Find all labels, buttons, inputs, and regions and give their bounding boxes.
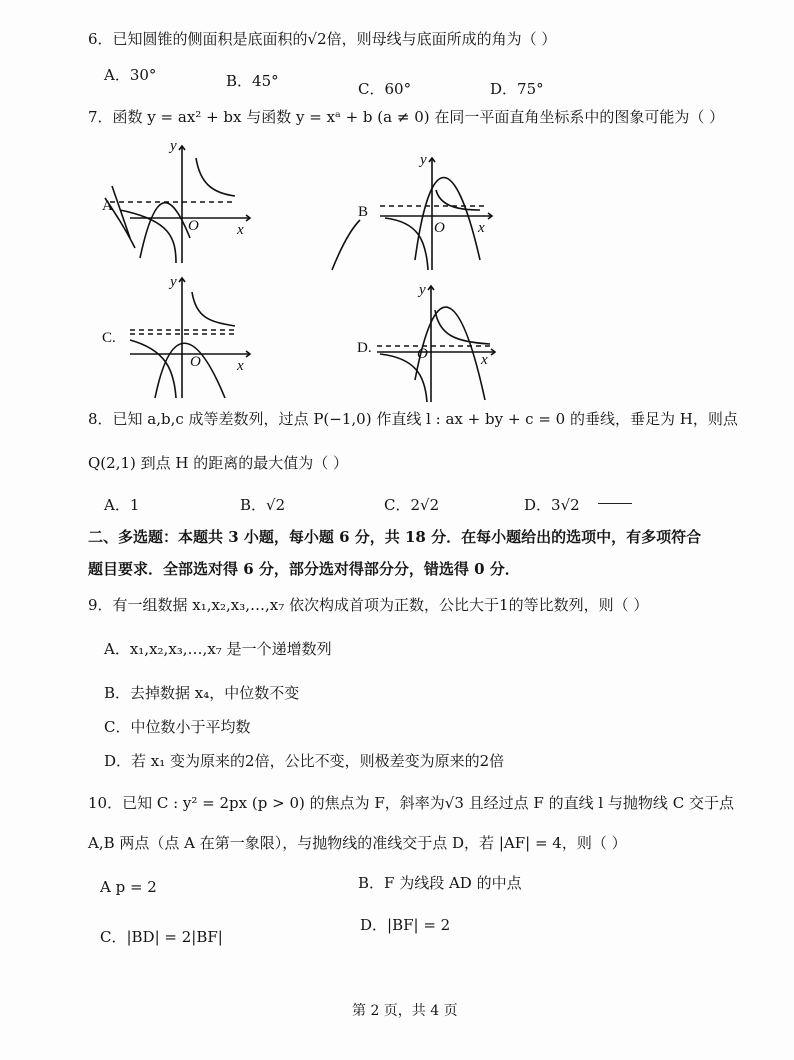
- q7-graph-d-x: x: [481, 352, 488, 368]
- q7-graph-d-o: O: [417, 346, 428, 362]
- q6-option-a: A．30°: [104, 66, 157, 84]
- q9-option-a: A．x₁,x₂,x₃,…,x₇ 是一个递增数列: [104, 640, 332, 658]
- q7-graph-c-o: O: [190, 354, 201, 370]
- q10-stem-line1: 10．已知 C : y² = 2px (p > 0) 的焦点为 F，斜率为√3 且经过点 F 的直线 l 与抛物线 C 交于点: [88, 794, 734, 812]
- q10-option-a: A p = 2: [100, 878, 157, 896]
- q8-option-c: C．2√2: [384, 496, 440, 514]
- q8-stem-line2: Q(2,1) 到点 H 的距离的最大值为（ ）: [88, 454, 349, 472]
- q7-graph-b-o: O: [434, 220, 445, 236]
- q7-graph-a-o: O: [188, 218, 199, 234]
- q10-option-d: D．|BF| = 2: [360, 916, 451, 934]
- q7-graph-b-label: B: [358, 204, 369, 220]
- q7-graph-c-label: C.: [102, 330, 116, 346]
- q6-stem: 6．已知圆锥的侧面积是底面积的√2倍，则母线与底面所成的角为（ ）: [88, 30, 557, 48]
- q8-option-d: D．3√2: [524, 496, 580, 514]
- q9-option-d: D．若 x₁ 变为原来的2倍，公比不变，则极差变为原来的2倍: [104, 752, 505, 770]
- q10-option-c: C．|BD| = 2|BF|: [100, 928, 223, 946]
- q6-option-d: D．75°: [490, 80, 544, 98]
- q8-stem-line1: 8．已知 a,b,c 成等差数列，过点 P(−1,0) 作直线 l : ax + by + c = 0 的垂线，垂足为 H，则点: [88, 410, 738, 428]
- q7-graph-c-y: y: [170, 274, 177, 290]
- q7-graph-b-x: x: [478, 220, 485, 236]
- q7-graph-b-y: y: [420, 152, 427, 168]
- q8-option-a: A．1: [104, 496, 140, 514]
- page-footer: 第 2 页，共 4 页: [352, 1003, 458, 1019]
- q7-graph-b: [330, 150, 500, 275]
- q7-graph-a-label: A: [102, 198, 113, 214]
- section2-line2: 题目要求．全部选对得 6 分，部分选对得部分分，错选得 0 分．: [88, 560, 520, 578]
- q7-graph-d: [355, 280, 505, 405]
- q7-graph-a: [100, 138, 260, 268]
- q9-stem: 9．有一组数据 x₁,x₂,x₃,…,x₇ 依次构成首项为正数，公比大于1的等比数列，则（ ）: [88, 596, 649, 614]
- q9-option-b: B．去掉数据 x₄，中位数不变: [104, 684, 300, 702]
- q7-graph-d-label: D.: [357, 340, 372, 356]
- q7-graph-c-x: x: [237, 358, 244, 374]
- q7-stem: 7．函数 y = ax² + bx 与函数 y = xᵃ + b (a ≠ 0) 在同一平面直角坐标系中的图象可能为（ ）: [88, 108, 725, 126]
- q10-stem-line2: A,B 两点（点 A 在第一象限），与抛物线的准线交于点 D，若 |AF| = 4，则（ ）: [88, 834, 627, 852]
- q6-option-b: B．45°: [226, 72, 279, 90]
- q7-graph-a-x: x: [237, 222, 244, 238]
- q6-option-c: C．60°: [358, 80, 412, 98]
- q7-graph-c: [100, 270, 260, 400]
- q9-option-c: C．中位数小于平均数: [104, 718, 251, 736]
- q7-graph-a-y: y: [170, 138, 177, 154]
- q8-option-b: B．√2: [240, 496, 286, 514]
- q10-option-b: B．F 为线段 AD 的中点: [358, 874, 522, 892]
- section2-line1: 二、多选题：本题共 3 小题，每小题 6 分，共 18 分．在每小题给出的选项中，有多项符合: [88, 528, 702, 546]
- q7-graph-d-y: y: [419, 282, 426, 298]
- pen-mark: [598, 503, 632, 504]
